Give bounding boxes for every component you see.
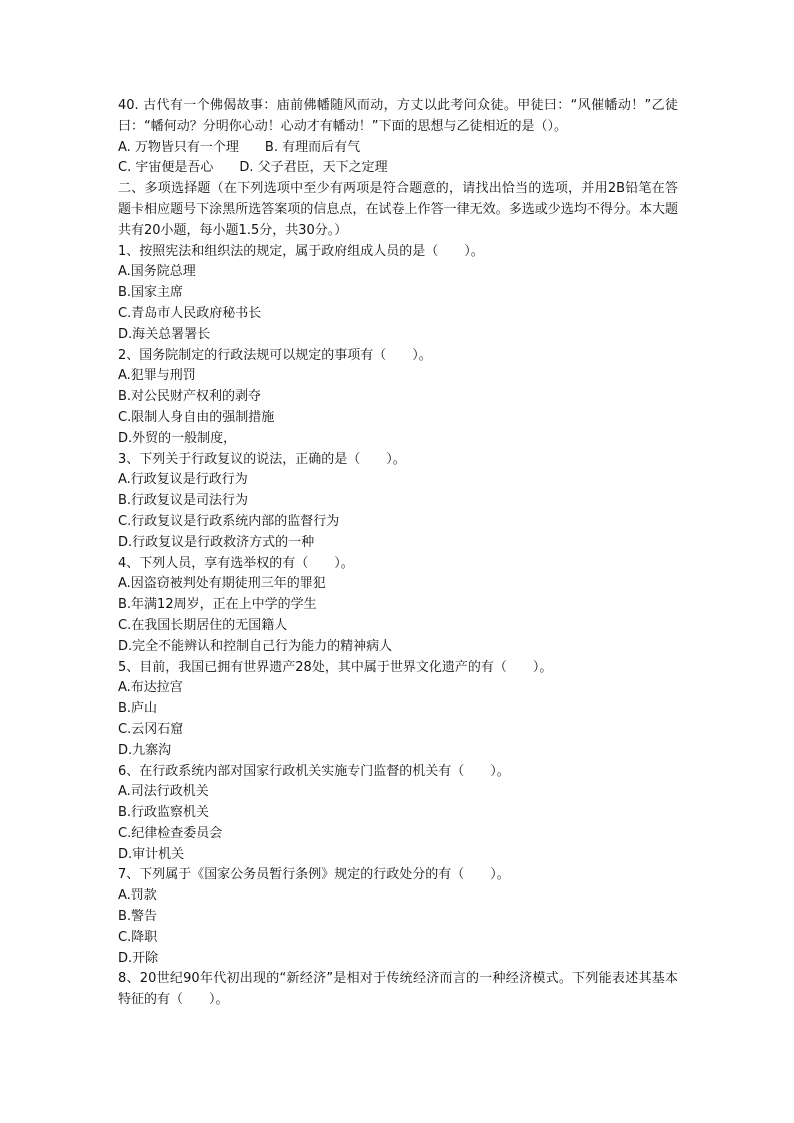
section-2-heading: 二、多项选择题（在下列选项中至少有两项是符合题意的，请找出恰当的选项，并用2B铅笔在答题卡相应题号下涂黑所选答案项的信息点，在试卷上作答一律无效。多选或少选均不得分。本大题共有20小题，每小题1.5分，共30分。） xyxy=(118,181,678,238)
option: A.国务院总理 xyxy=(118,264,196,280)
option: B.警告 xyxy=(118,909,158,925)
question-stem: 6、在行政系统内部对国家行政机关实施专门监督的机关有（ ）。 xyxy=(118,763,510,779)
option: B.年满12周岁，正在上中学的学生 xyxy=(118,597,317,613)
option: B.国家主席 xyxy=(118,285,184,301)
question-3 xyxy=(118,450,678,554)
document-body xyxy=(118,96,678,1011)
option: D.九寨沟 xyxy=(118,742,172,758)
question-40-stem: 40. 古代有一个佛偈故事：庙前佛幡随风而动，方丈以此考问众徒。甲徒曰：“风催幡动！”乙徒曰：“幡何动？分明你心动！心动才有幡动！”下面的思想与乙徒相近的是（）。 xyxy=(118,98,678,134)
option: A.犯罪与刑罚 xyxy=(118,368,196,384)
option: A.罚款 xyxy=(118,888,157,904)
option: B.对公民财产权利的剥夺 xyxy=(118,389,262,405)
question-stem: 1、按照宪法和组织法的规定，属于政府组成人员的是（ ）。 xyxy=(118,243,484,259)
option: C.纪律检查委员会 xyxy=(118,825,223,841)
question-1 xyxy=(118,242,678,346)
question-stem: 4、下列人员，享有选举权的有（ ）。 xyxy=(118,555,354,571)
question-7 xyxy=(118,865,678,969)
option: A.因盗窃被判处有期徒刑三年的罪犯 xyxy=(118,576,326,592)
option: B.行政复议是司法行为 xyxy=(118,493,249,509)
option: C.云冈石窟 xyxy=(118,721,184,737)
option: C.青岛市人民政府秘书长 xyxy=(118,305,262,321)
question-5 xyxy=(118,658,678,762)
option: D.海关总署署长 xyxy=(118,326,211,342)
question-stem: 3、下列关于行政复议的说法，正确的是（ ）。 xyxy=(118,451,406,467)
question-40-options-ab: A. 万物皆只有一个理 B. 有理而后有气 xyxy=(118,139,361,155)
question-stem: 5、目前，我国已拥有世界遗产28处，其中属于世界文化遗产的有（ ）。 xyxy=(118,659,553,675)
option: A.布达拉宫 xyxy=(118,680,183,696)
option: B.庐山 xyxy=(118,701,158,717)
option: D.行政复议是行政救济方式的一种 xyxy=(118,534,315,550)
option: A.司法行政机关 xyxy=(118,784,209,800)
question-8-stem: 8、20世纪90年代初出现的“新经济”是相对于传统经济而言的一种经济模式。下列能表述其基本特征的有（ ）。 xyxy=(118,971,678,1008)
option: C.降职 xyxy=(118,929,158,945)
option: C.在我国长期居住的无国籍人 xyxy=(118,617,288,633)
option: C.限制人身自由的强制措施 xyxy=(118,409,275,425)
question-stem: 2、国务院制定的行政法规可以规定的事项有（ ）。 xyxy=(118,347,432,363)
question-40-options-cd: C. 宇宙便是吾心 D. 父子君臣，天下之定理 xyxy=(118,160,388,176)
option: D.完全不能辨认和控制自己行为能力的精神病人 xyxy=(118,638,393,654)
option: A.行政复议是行政行为 xyxy=(118,472,248,488)
question-stem: 7、下列属于《国家公务员暂行条例》规定的行政处分的有（ ）。 xyxy=(118,867,510,883)
question-6 xyxy=(118,762,678,866)
option: C.行政复议是行政系统内部的监督行为 xyxy=(118,513,340,529)
option: D.开除 xyxy=(118,950,159,966)
option: D.审计机关 xyxy=(118,846,185,862)
option: D.外贸的一般制度， xyxy=(118,430,237,446)
option: B.行政监察机关 xyxy=(118,805,210,821)
question-4 xyxy=(118,554,678,658)
question-2 xyxy=(118,346,678,450)
